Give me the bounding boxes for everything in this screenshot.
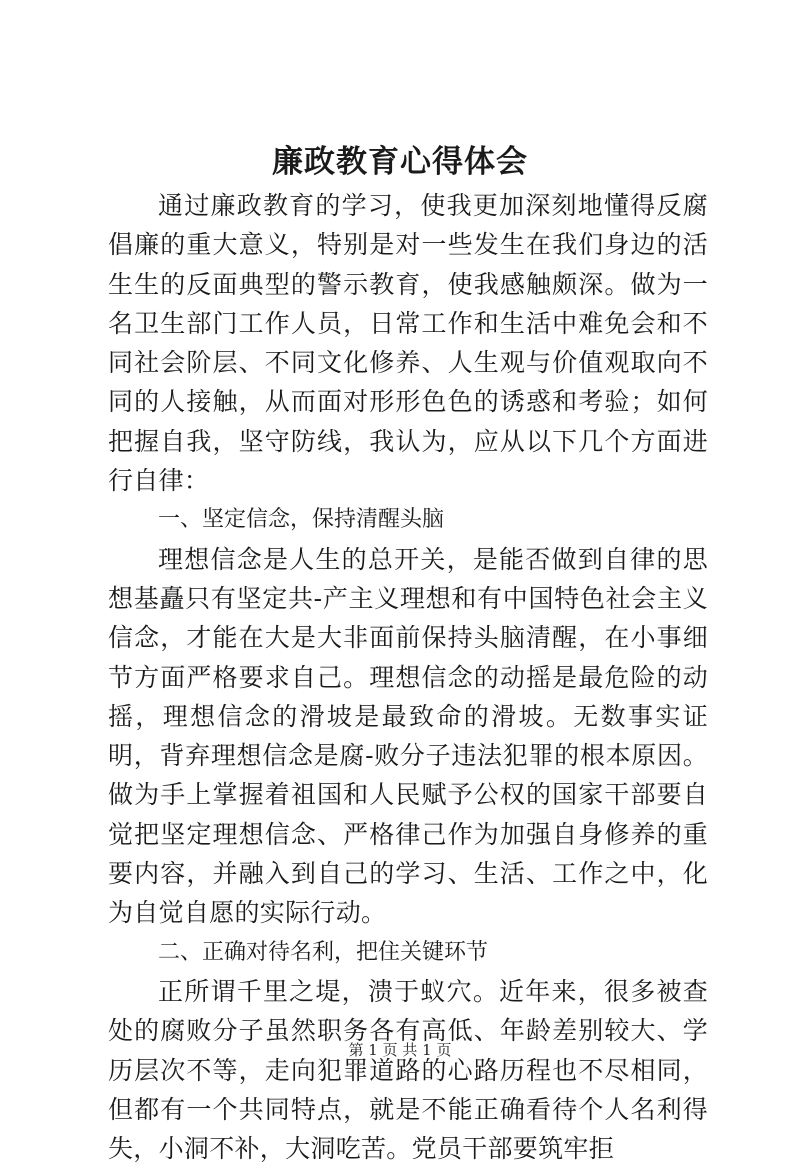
paragraph-section-1: 理想信念是人生的总开关，是能否做到自律的思想基矗只有坚定共-产主义理想和有中国特色社会主义信念，才能在大是大非面前保持头脑清醒，在小事细节方面严格要求自己。理想信念的动摇是最危险的动摇，理想信念的滑坡是最致命的滑坡。无数事实证明，背弃理想信念是腐-败分子违法犯罪的根本原因。做为手上掌握着祖国和人民赋予公权的国家干部要自觉把坚定理想信念、严格律己作为加强自身修养的重要内容，并融入到自己的学习、生活、工作之中，化为自觉自愿的实际行动。 (108, 544, 708, 928)
paragraph-section-2: 正所谓千里之堤，溃于蚁穴。近年来，很多被查处的腐败分子虽然职务各有高低、年龄差别较大、学历层次不等，走向犯罪道路的心路历程也不尽相同，但都有一个共同特点，就是不能正确看待个人名利得失，小洞不补，大洞吃苦。党员干部要筑牢拒 (108, 976, 708, 1164)
section-heading-2: 二、正确对待名利，把住关键环节 (158, 939, 489, 965)
document-title: 廉政教育心得体会 (272, 144, 528, 180)
page-footer: 第 1 页 共 1 页 (348, 1041, 452, 1059)
section-heading-1: 一、坚定信念，保持清醒头脑 (158, 507, 445, 533)
paragraph-intro: 通过廉政教育的学习，使我更加深刻地懂得反腐倡廉的重大意义，特别是对一些发生在我们身边的活生生的反面典型的警示教育，使我感触颇深。做为一名卫生部门工作人员，日常工作和生活中难免会和不同社会阶层、不同文化修养、人生观与价值观取向不同的人接触，从而面对形形色色的诱惑和考验；如何把握自我，坚守防线，我认为，应从以下几个方面进行自律： (108, 191, 708, 496)
document-body (108, 186, 708, 1168)
